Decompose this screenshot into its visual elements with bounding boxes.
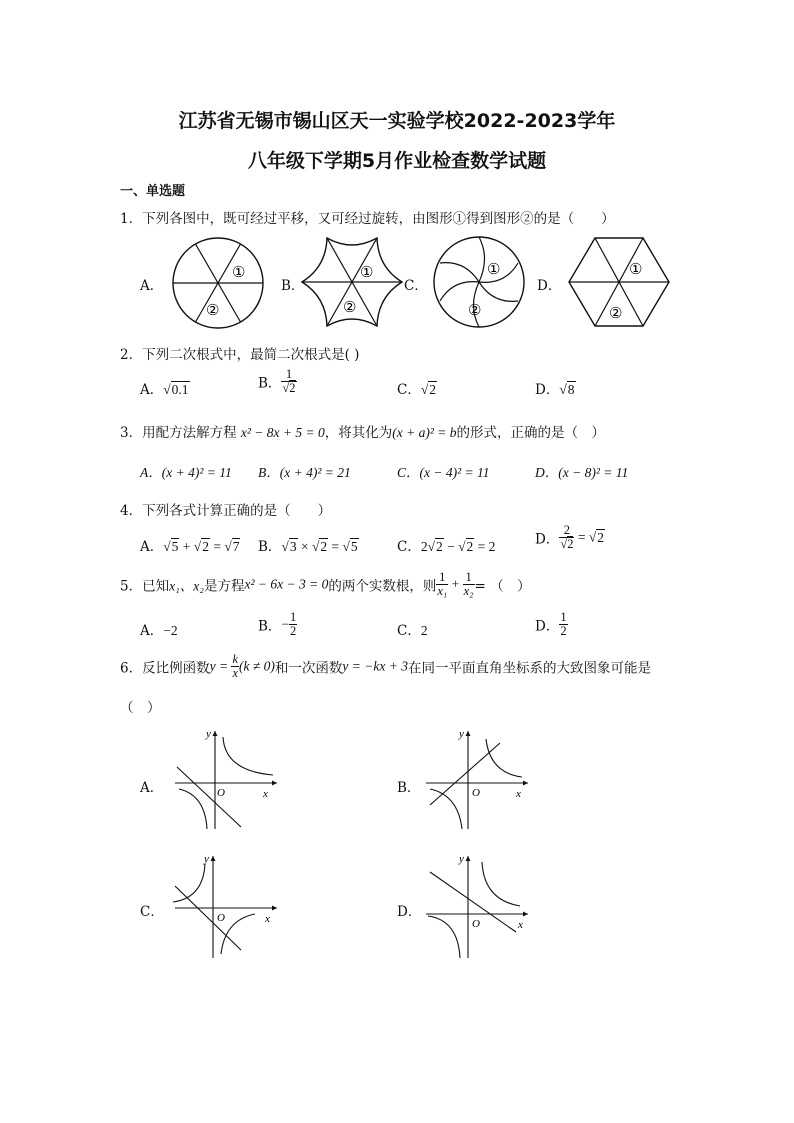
svg-text:x: x: [516, 788, 521, 800]
q3-option-b: B．(x + 4)² = 21: [258, 465, 351, 480]
q3-option-d: D．(x − 8)² = 11: [535, 465, 629, 480]
page-title-line-2: 八年级下学期5月作业检查数学试题: [247, 150, 547, 172]
q4-option-b: B．√3 × √2 = √5: [258, 539, 358, 555]
q1-option-d-figure: [567, 236, 671, 328]
q2-option-b: B． $\frac{1}{√2}$: [258, 367, 296, 396]
svg-text:x: x: [265, 913, 270, 925]
q1b-mark-1: ①: [360, 265, 374, 281]
svg-text:O: O: [217, 912, 225, 924]
q1c-mark-1: ①: [487, 262, 501, 278]
q5-option-d: D． $\frac{1}{2}$: [535, 610, 567, 639]
svg-text:O: O: [472, 918, 480, 930]
q6-option-d-label: D．: [397, 904, 422, 920]
q1-option-b-figure: [300, 230, 404, 334]
q1-option-b-label: B．: [281, 278, 305, 294]
question-3-stem: 3．用配方法解方程 x² − 8x + 5 = 0，将其化为(x + a)² = b的形式，正确的是（ ）: [120, 425, 606, 441]
q4-option-a: A．√5 + √2 = √7: [140, 539, 240, 555]
q1d-mark-1: ①: [629, 262, 643, 278]
svg-text:O: O: [217, 787, 225, 799]
svg-text:x: x: [518, 919, 523, 931]
q1-option-c-figure: [430, 233, 528, 331]
q6-option-c-label: C．: [140, 904, 164, 920]
question-2-stem: 2．下列二次根式中，最简二次根式是( ): [120, 347, 360, 363]
q6-option-d-graph: [420, 850, 540, 962]
q5-option-a: A．−2: [140, 623, 178, 639]
q1-option-a-label: A．: [140, 278, 164, 294]
q1b-mark-2: ②: [343, 300, 357, 316]
svg-text:y: y: [459, 728, 464, 740]
question-4-stem: 4．下列各式计算正确的是（ ）: [120, 503, 332, 519]
svg-text:y: y: [459, 853, 464, 865]
q1-option-c-label: C．: [404, 278, 428, 294]
q6-option-c-graph: [165, 850, 285, 962]
svg-text:y: y: [204, 853, 209, 865]
svg-text:x: x: [263, 788, 268, 800]
q1c-mark-2: ②: [468, 303, 482, 319]
q6-option-a-label: A．: [140, 780, 164, 796]
question-6-paren: （ ）: [120, 700, 161, 716]
q3-option-c: C．(x − 4)² = 11: [397, 465, 490, 480]
svg-text:y: y: [206, 728, 211, 740]
q4-option-d: D． $\frac{2}{√2}$ = √2: [535, 523, 604, 552]
q1d-mark-2: ②: [609, 306, 623, 322]
question-5-stem: 5．已知x₁、x₂是方程x² − 6x − 3 = 0的两个实数根，则 $\frac{1}{\text{x₁}}$ + $\frac{1}{\text{x₂}}$ = （ ）: [120, 570, 531, 599]
page-title-line-1: 江苏省无锡市锡山区天一实验学校2022-2023学年: [178, 110, 616, 132]
q1-option-a-figure: [170, 235, 266, 331]
q1-option-d-label: D．: [537, 278, 562, 294]
q1a-mark-2: ②: [206, 303, 220, 319]
q6-option-b-graph: [420, 725, 540, 835]
q4-option-c: C．2√2 − √2 = 2: [397, 539, 496, 555]
q3-option-a: A．(x + 4)² = 11: [140, 465, 232, 480]
svg-text:O: O: [472, 787, 480, 799]
section-heading: 一、单选题: [120, 184, 186, 199]
q2-option-c: C．√2: [397, 382, 437, 398]
q6-option-b-label: B．: [397, 780, 421, 796]
question-1-stem: 1．下列各图中，既可经过平移，又可经过旋转，由图形①得到图形②的是（ ）: [120, 211, 615, 227]
question-6-stem: 6．反比例函数y = $\frac{k}{x}$ (k ≠ 0)和一次函数y = −kx + 3在同一平面直角坐标系的大致图象可能是: [120, 652, 651, 681]
q2-option-a: A．√0.1: [140, 382, 189, 398]
q5-option-b: B．− $\frac{1}{2}$: [258, 610, 297, 639]
q6-option-a-graph: [165, 725, 285, 835]
q1a-mark-1: ①: [232, 265, 246, 281]
q5-option-c: C．2: [397, 623, 428, 639]
q2-option-d: D．√8: [535, 382, 575, 398]
